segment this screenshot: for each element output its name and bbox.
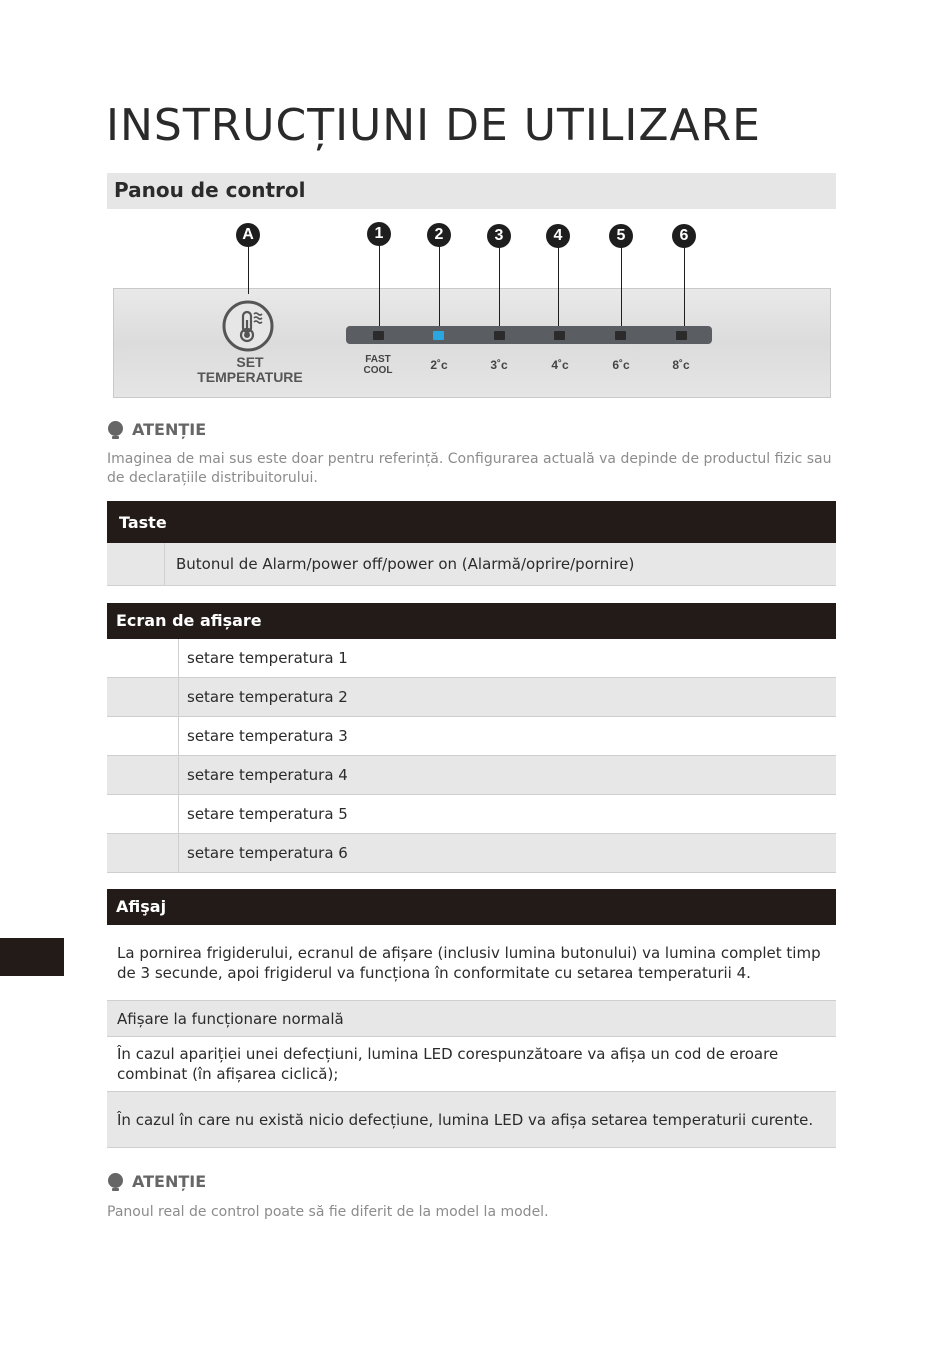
temp-label: 4˚c	[551, 358, 569, 372]
row-value-cell: setare temperatura 4	[187, 766, 348, 784]
fast-label-line1: FAST	[365, 354, 391, 365]
row-key-cell	[107, 639, 179, 677]
callout-badge-6: 6	[672, 224, 696, 248]
row-key-cell	[107, 678, 179, 716]
row-value-cell: setare temperatura 2	[187, 688, 348, 706]
set-temperature-label	[180, 355, 320, 385]
row-value-cell: setare temperatura 5	[187, 805, 348, 823]
page-title: INSTRUCȚIUNI DE UTILIZARE	[106, 100, 761, 151]
led-4c	[554, 331, 565, 340]
led-6c	[615, 331, 626, 340]
taste-header-label: Taste	[119, 513, 167, 532]
table-row	[107, 678, 836, 717]
row-key-cell	[107, 543, 165, 585]
callout-lead-5	[621, 247, 622, 331]
thermometer-icon[interactable]	[222, 300, 274, 352]
table-row: Afișare la funcționare normală	[107, 1001, 836, 1037]
temp-label: 3˚c	[490, 358, 508, 372]
temp-label: 2˚c	[430, 358, 448, 372]
attention-text: Imaginea de mai sus este doar pentru referință. Configurarea actuală va depinde de productul fizic sau de declarațiile distribuitorului.	[107, 451, 832, 486]
table-row	[107, 795, 836, 834]
section-title: Panou de control	[114, 178, 306, 202]
callout-lead-a	[248, 246, 249, 294]
row-key-cell	[107, 795, 179, 833]
row-key-cell	[107, 717, 179, 755]
row-value-cell: setare temperatura 6	[187, 844, 348, 862]
led-fast-cool	[373, 331, 384, 340]
fast-cool-label	[353, 354, 403, 376]
table-row: În cazul în care nu există nicio defecțiune, lumina LED va afișa setarea temperaturii curente.	[107, 1092, 836, 1148]
table-row	[107, 543, 836, 586]
table-row	[107, 639, 836, 678]
section-header-control-panel	[107, 173, 836, 209]
led-2c	[433, 331, 444, 340]
led-strip	[346, 326, 712, 344]
attention-label: ATENȚIE	[132, 420, 207, 439]
callout-lead-4	[558, 247, 559, 331]
lightbulb-icon	[107, 1173, 124, 1192]
ecran-table-header	[107, 603, 836, 639]
set-label-line2: TEMPERATURE	[197, 369, 303, 385]
callout-badge-a: A	[236, 223, 260, 247]
callout-badge-2: 2	[427, 223, 451, 247]
led-3c	[494, 331, 505, 340]
led-8c	[676, 331, 687, 340]
callout-lead-2	[439, 246, 440, 331]
callout-badge-1: 1	[367, 222, 391, 246]
row-key-cell	[107, 834, 179, 872]
callout-lead-3	[499, 247, 500, 331]
row-value-cell: Butonul de Alarm/power off/power on (Alarmă/oprire/pornire)	[176, 555, 635, 573]
afisaj-table-header	[107, 889, 836, 925]
callout-badge-4: 4	[546, 224, 570, 248]
ecran-header-label: Ecran de afișare	[116, 611, 262, 630]
table-row	[107, 834, 836, 873]
temp-label: 8˚c	[672, 358, 690, 372]
attention-heading	[107, 420, 206, 440]
table-row: La pornirea frigiderului, ecranul de afișare (inclusiv lumina butonului) va lumina complet timp de 3 secunde, apoi frigiderul va funcționa în conformitate cu setarea temperaturii 4.	[107, 926, 836, 1001]
table-row	[107, 717, 836, 756]
table-row: În cazul apariției unei defecțiuni, lumina LED corespunzătoare va afișa un cod de eroare combinat (în afișarea ciclică);	[107, 1037, 836, 1092]
attention-text: Panoul real de control poate să fie diferit de la model la model.	[107, 1204, 549, 1220]
row-value-cell: setare temperatura 3	[187, 727, 348, 745]
callout-badge-3: 3	[487, 224, 511, 248]
attention-label: ATENȚIE	[132, 1172, 207, 1191]
taste-table-header	[107, 501, 836, 543]
callout-lead-1	[379, 245, 380, 331]
lightbulb-icon	[107, 421, 124, 440]
afisaj-header-label: Afişaj	[116, 897, 167, 916]
callout-badge-5: 5	[609, 224, 633, 248]
fast-label-line2: COOL	[363, 365, 393, 376]
row-key-cell	[107, 756, 179, 794]
temp-label: 6˚c	[612, 358, 630, 372]
attention-heading	[107, 1172, 206, 1192]
set-label-line1: SET	[236, 354, 264, 370]
table-row	[107, 756, 836, 795]
page-side-tab	[0, 938, 64, 976]
callout-lead-6	[684, 247, 685, 331]
row-value-cell: setare temperatura 1	[187, 649, 348, 667]
